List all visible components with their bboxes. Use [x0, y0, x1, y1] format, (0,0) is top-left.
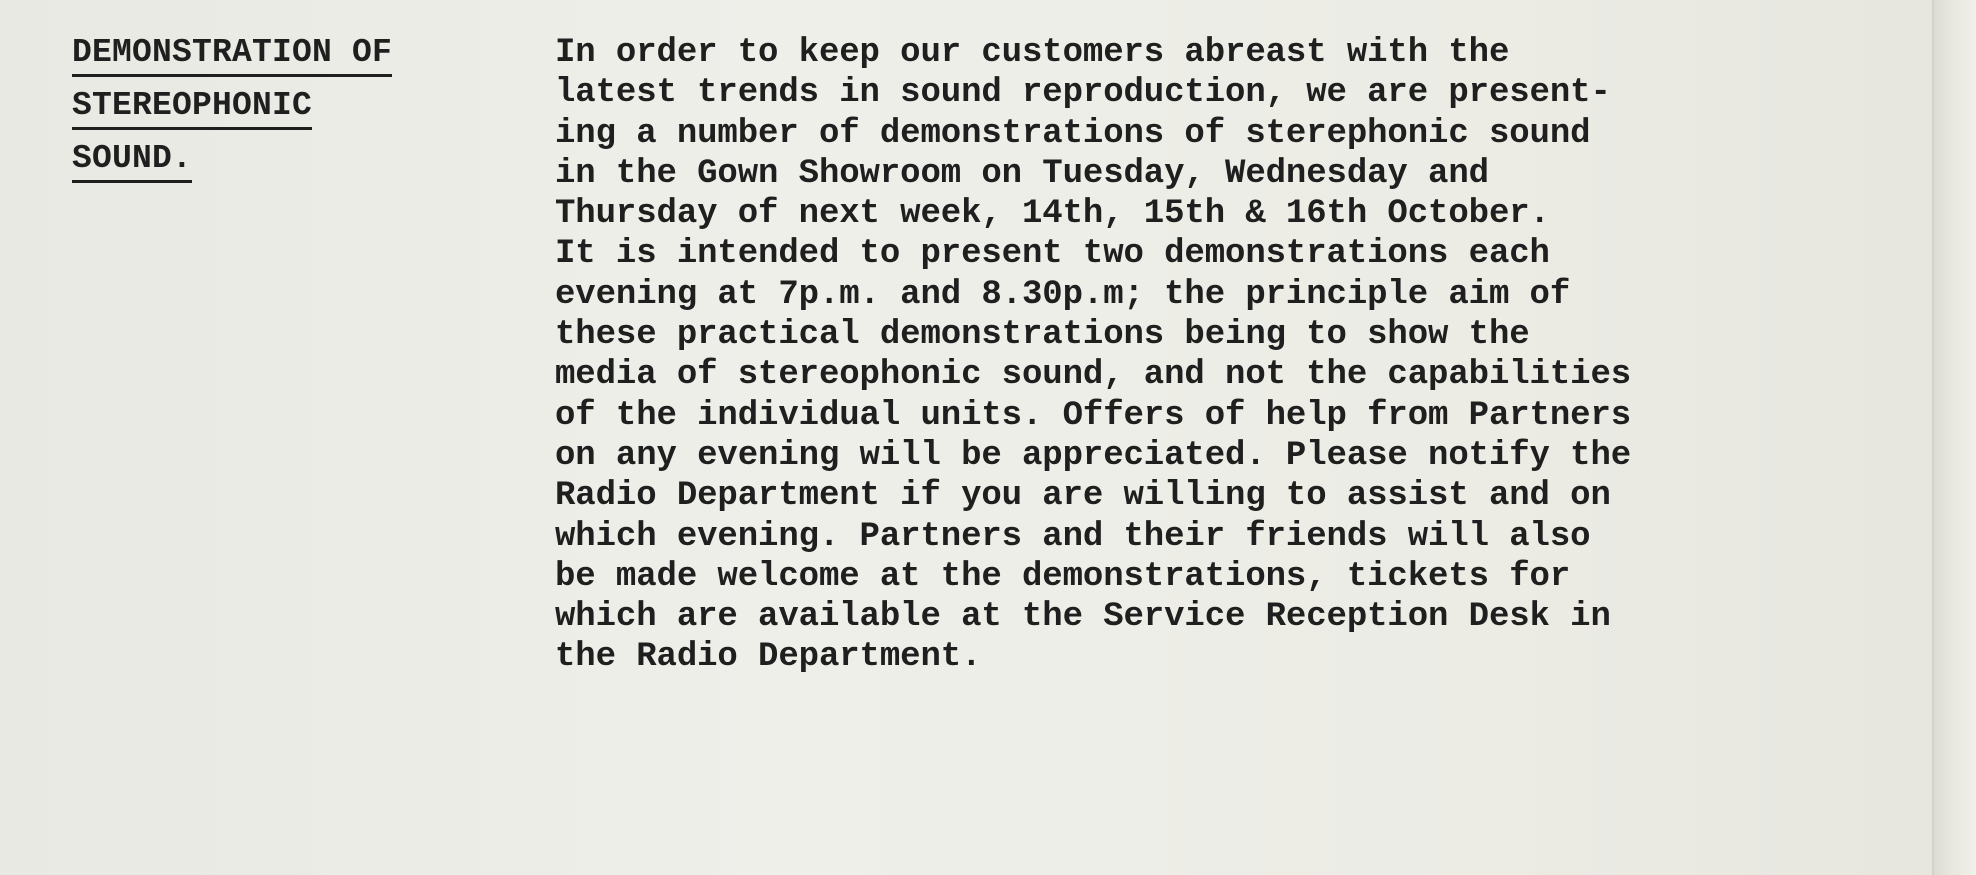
heading-line: SOUND. — [72, 138, 192, 183]
body-line: be made welcome at the demonstrations, tickets for — [555, 557, 1571, 596]
body-line: latest trends in sound reproduction, we are present- — [555, 74, 1611, 113]
body-line: on any evening will be appreciated. Please notify the — [555, 436, 1632, 475]
body-line: Thursday of next week, 14th, 15th & 16th October. — [555, 195, 1550, 234]
body-line: these practical demonstrations being to show the — [555, 316, 1530, 355]
body-line: In order to keep our customers abreast with the — [555, 34, 1510, 72]
body-line: in the Gown Showroom on Tuesday, Wednesday and — [555, 154, 1489, 193]
body-line: Radio Department if you are willing to assist and on — [555, 477, 1611, 516]
body-line: It is intended to present two demonstrations each — [555, 235, 1550, 274]
body-line: the Radio Department. — [555, 638, 982, 677]
body-line: which evening. Partners and their friends will also — [555, 517, 1591, 556]
body-line: ing a number of demonstrations of sterephonic sound — [555, 114, 1591, 153]
body-line: of the individual units. Offers of help from Partners — [555, 396, 1632, 435]
body-line: evening at 7p.m. and 8.30p.m; the principle aim of — [555, 275, 1571, 314]
body-paragraph — [555, 33, 1925, 678]
section-heading — [72, 32, 492, 183]
heading-line: DEMONSTRATION OF — [72, 32, 392, 77]
page-edge — [1932, 0, 1976, 875]
heading-line: STEREOPHONIC — [72, 85, 312, 130]
body-line: media of stereophonic sound, and not the capabilities — [555, 356, 1632, 395]
body-line: which are available at the Service Reception Desk in — [555, 598, 1611, 637]
